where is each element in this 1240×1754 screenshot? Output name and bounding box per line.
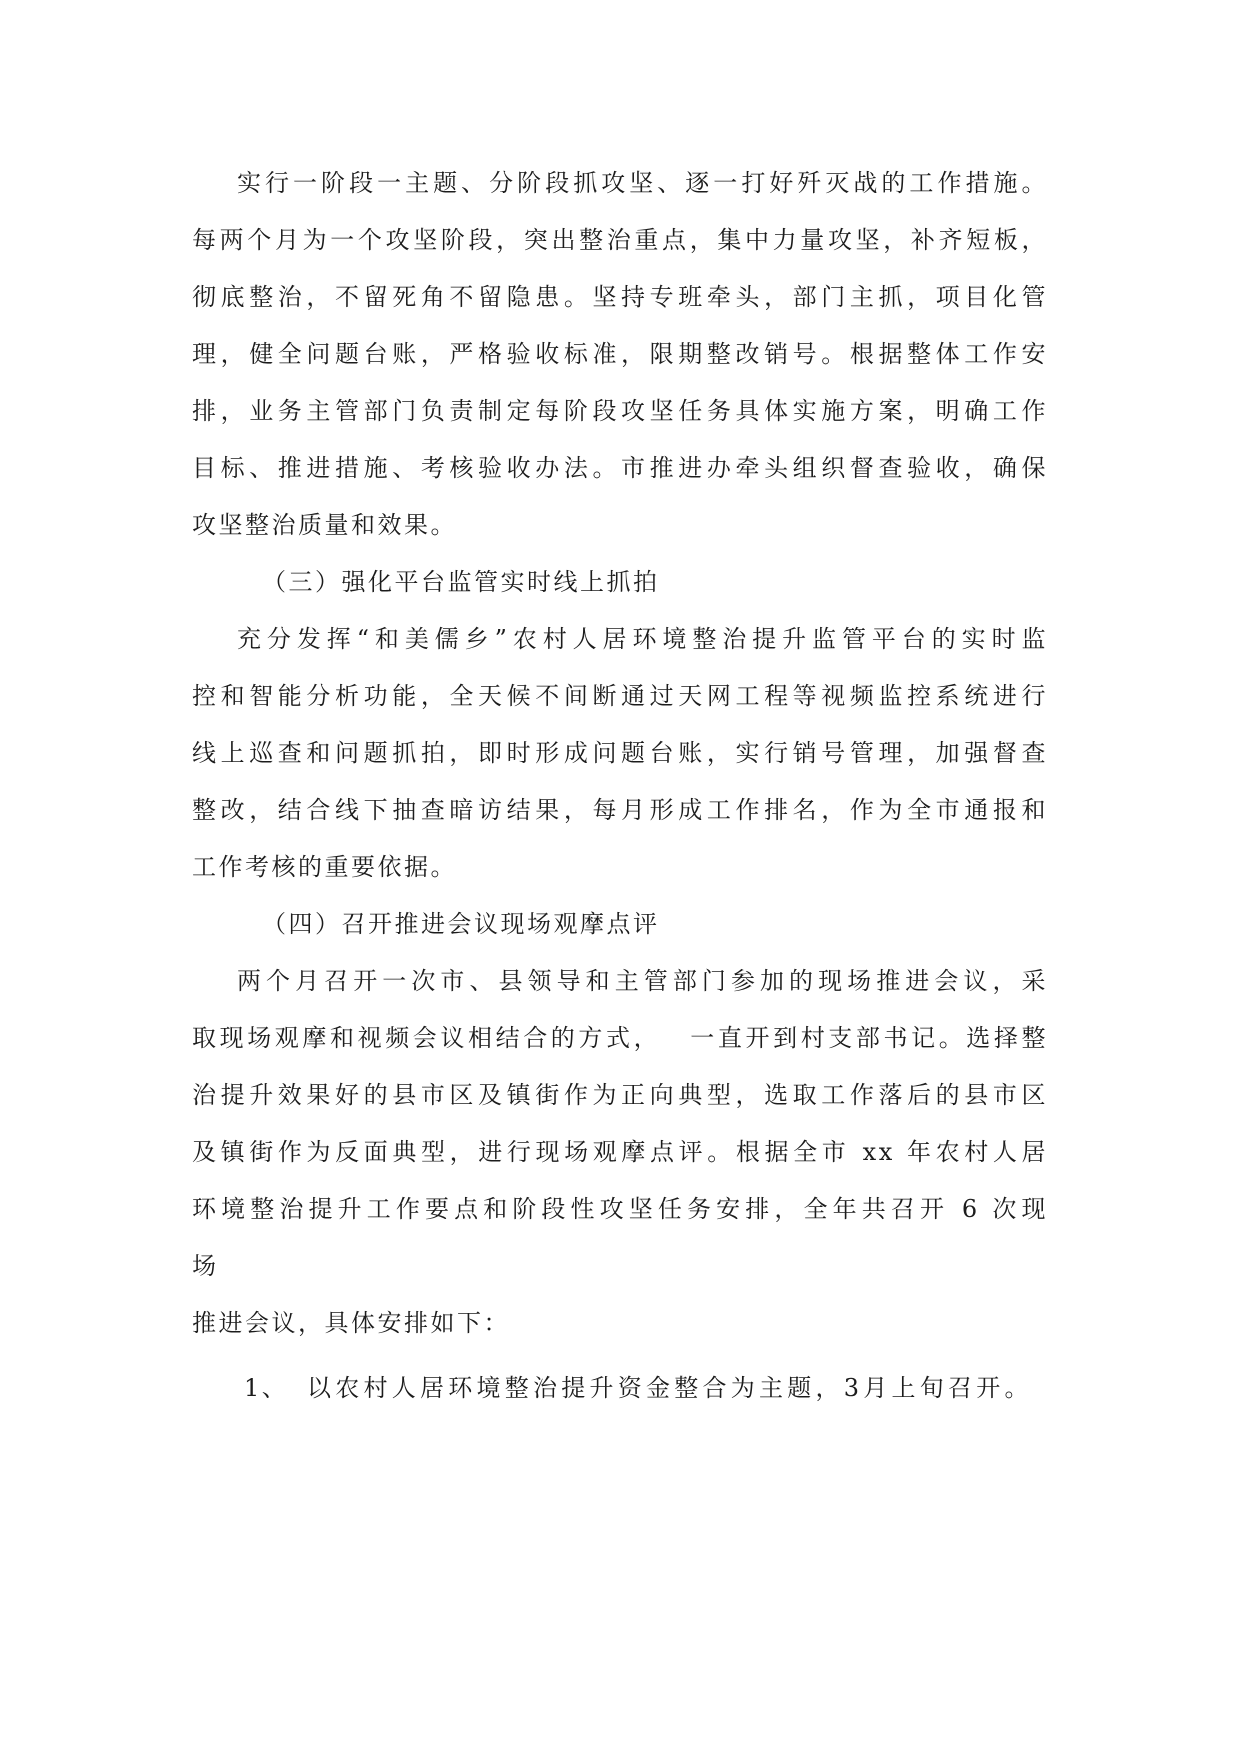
paragraph-line: 线上巡查和问题抓拍，即时形成问题台账，实行销号管理，加强督查: [192, 739, 1048, 767]
section-heading-4: （四）召开推进会议现场观摩点评: [262, 910, 660, 938]
paragraph-line: 治提升效果好的县市区及镇街作为正向典型，选取工作落后的县市区: [192, 1081, 1048, 1109]
paragraph-line: 每两个月为一个攻坚阶段，突出整治重点，集中力量攻坚，补齐短板，: [192, 226, 1048, 254]
paragraph-line: [192, 1010, 1048, 1067]
list-item-text: 以农村人居环境整治提升资金整合为主题，3月上旬召开。: [307, 1374, 1031, 1402]
paragraph-line: 整改，结合线下抽查暗访结果，每月形成工作排名，作为全市通报和: [192, 796, 1048, 824]
paragraph-line: 环境整治提升工作要点和阶段性攻坚任务安排，全年共召开 6 次现: [192, 1195, 1048, 1223]
paragraph-line: 控和智能分析功能，全天候不间断通过天网工程等视频监控系统进行: [192, 682, 1048, 710]
paragraph-line-segment: 取现场观摩和视频会议相结合的方式，: [192, 1024, 662, 1052]
paragraph-line: 攻坚整治质量和效果。: [192, 511, 457, 539]
paragraph-line: 充分发挥“和美儒乡”农村人居环境整治提升监管平台的实时监: [237, 625, 1048, 653]
paragraph-line: 场: [192, 1252, 219, 1280]
paragraph-line: 两个月召开一次市、县领导和主管部门参加的现场推进会议，采: [237, 967, 1048, 995]
list-item-number: 1、: [244, 1374, 289, 1402]
paragraph-line: 实行一阶段一主题、分阶段抓攻坚、逐一打好歼灭战的工作措施。: [237, 169, 1048, 197]
list-item: [192, 1360, 1048, 1417]
section-heading-3: （三）强化平台监管实时线上抓拍: [262, 568, 660, 596]
paragraph-line: 彻底整治，不留死角不留隐患。坚持专班牵头，部门主抓，项目化管: [192, 283, 1048, 311]
paragraph-line: 推进会议，具体安排如下：: [192, 1309, 510, 1337]
paragraph-line: 及镇街作为反面典型，进行现场观摩点评。根据全市 xx 年农村人居: [192, 1138, 1048, 1166]
paragraph-line: 排，业务主管部门负责制定每阶段攻坚任务具体实施方案，明确工作: [192, 397, 1048, 425]
paragraph-line-segment: 一直开到村支部书记。选择整: [689, 1024, 1048, 1052]
paragraph-line: 工作考核的重要依据。: [192, 853, 457, 881]
document-body: [192, 155, 1048, 1417]
paragraph-line: 理，健全问题台账，严格验收标准，限期整改销号。根据整体工作安: [192, 340, 1048, 368]
paragraph-line: 目标、推进措施、考核验收办法。市推进办牵头组织督查验收，确保: [192, 454, 1048, 482]
